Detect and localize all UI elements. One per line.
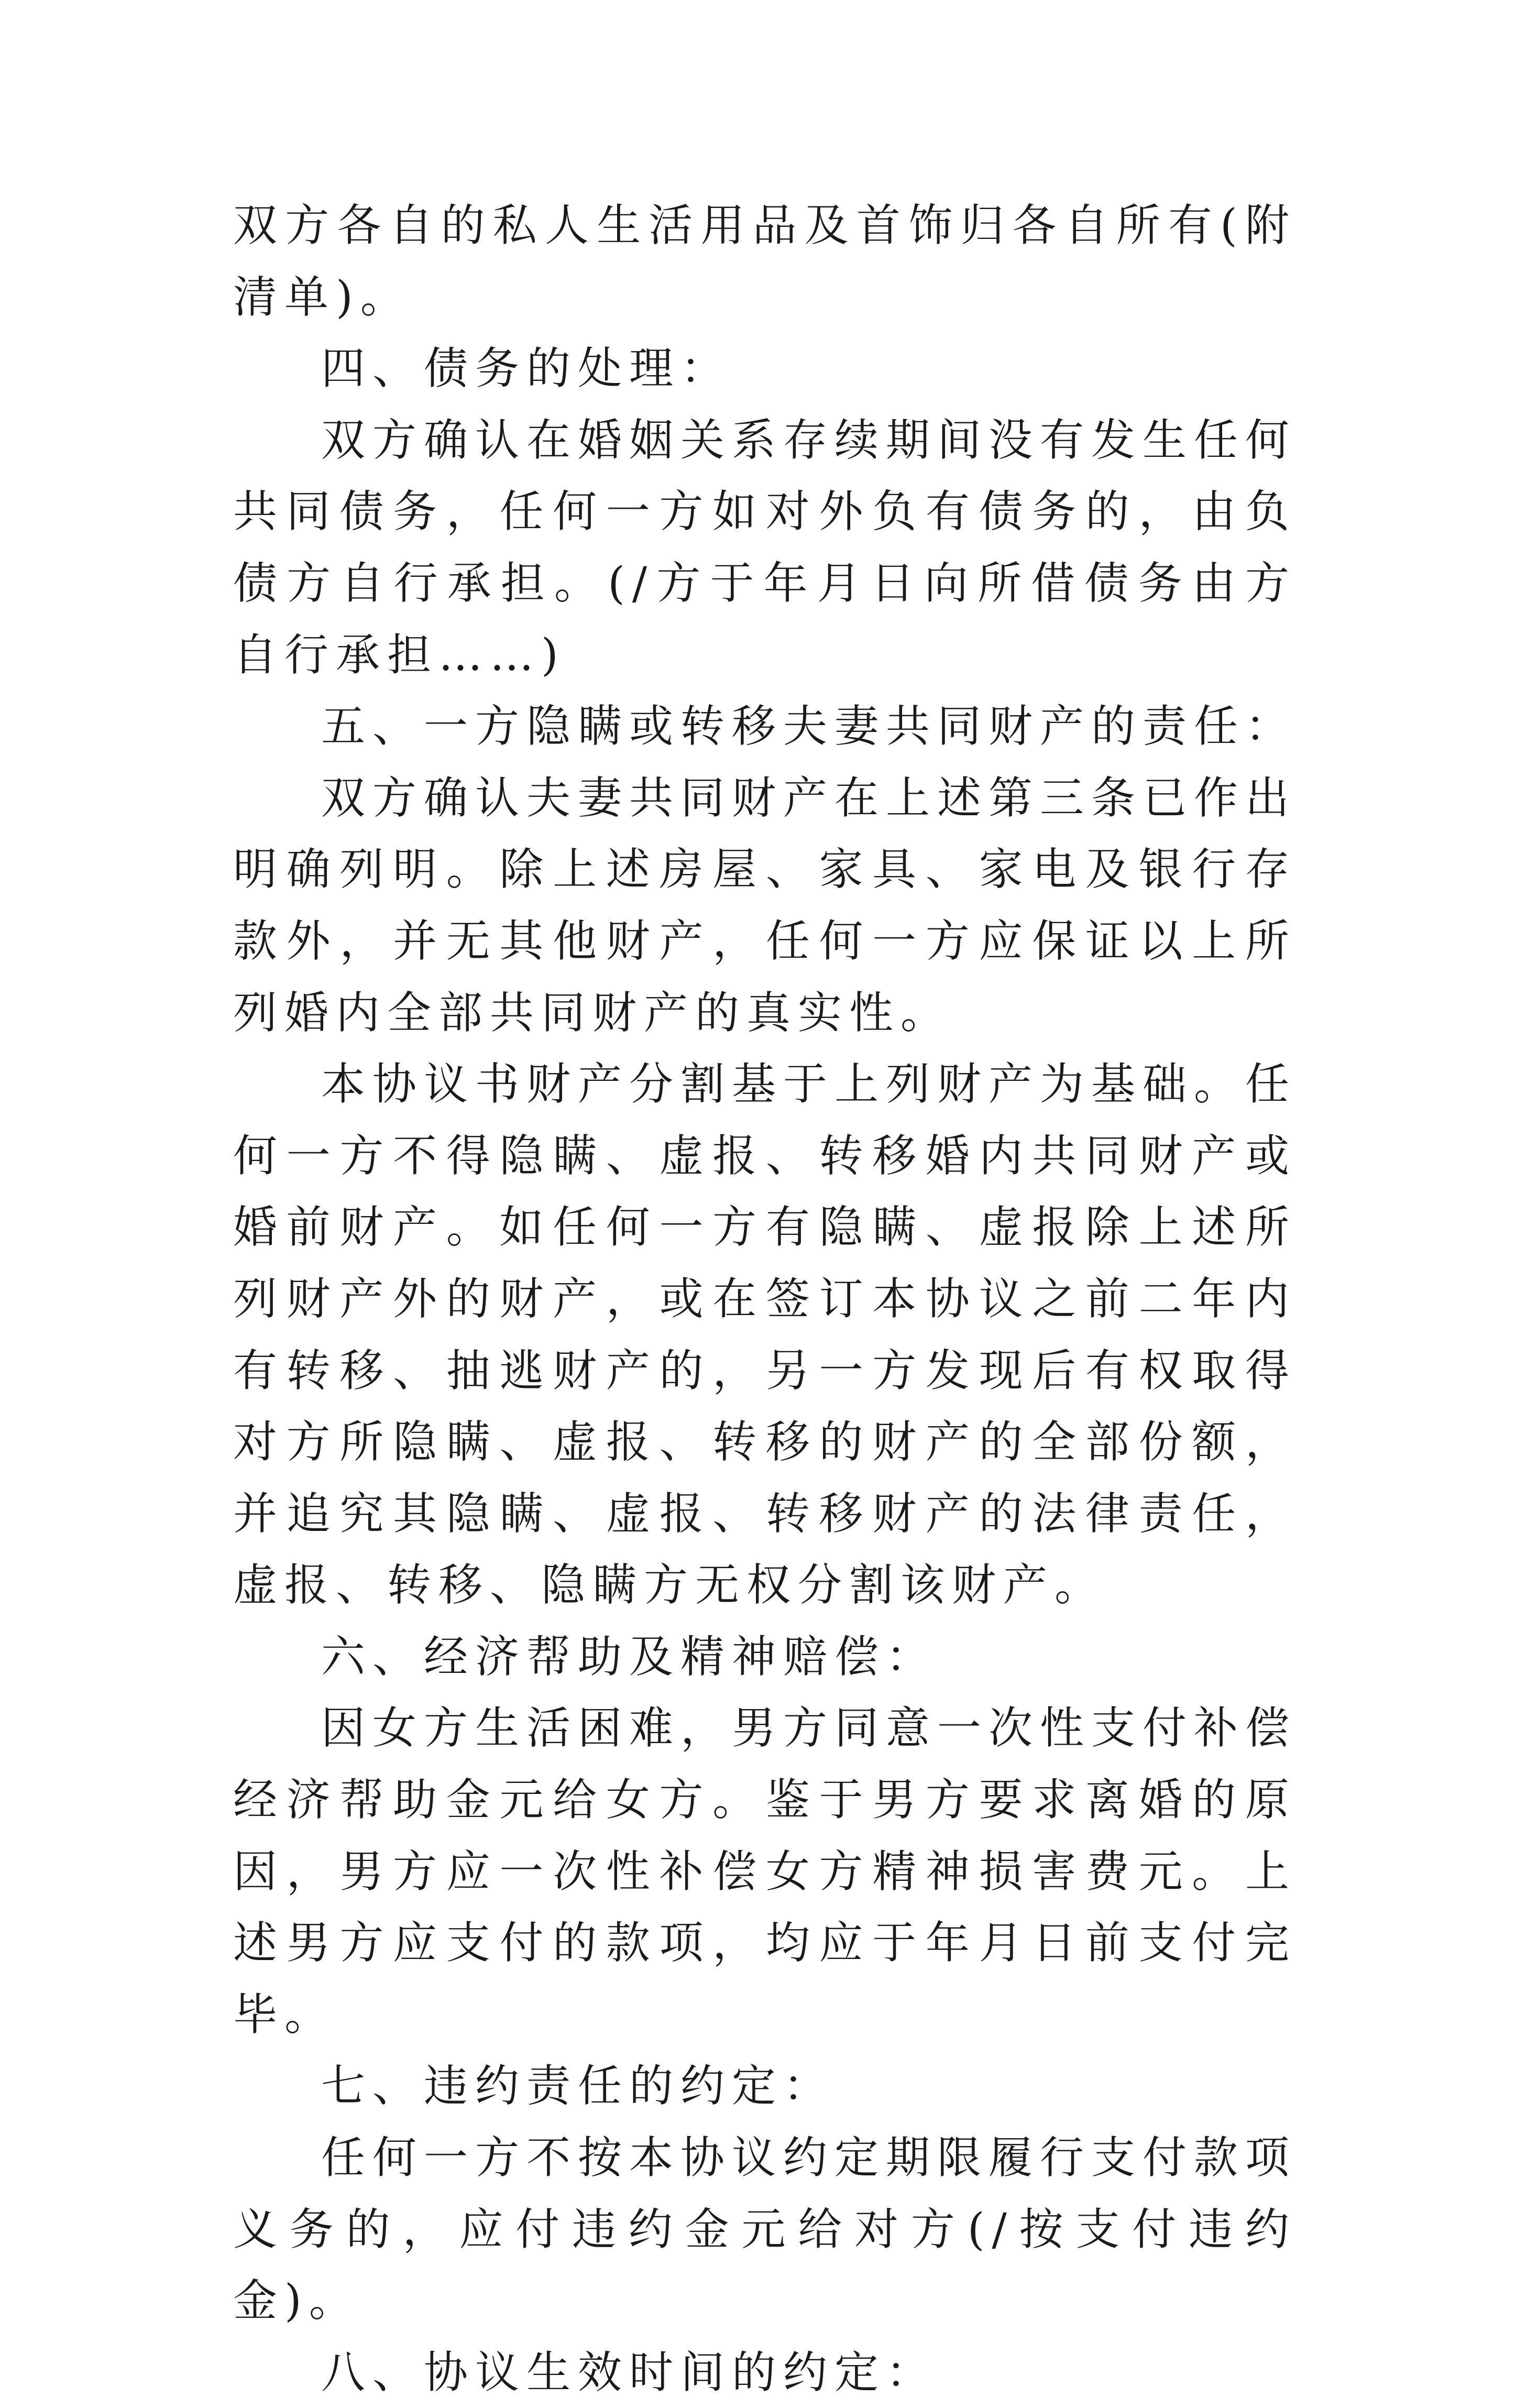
paragraph-property-division: 本协议书财产分割基于上列财产为基础。任何一方不得隐瞒、虚报、转移婚内共同财产或婚前财产。如任何一方有隐瞒、虚报除上述所列财产外的财产，或在签订本协议之前二年内有转移、抽逃财产的，另一方发现后有权取得对方所隐瞒、虚报、转移的财产的全部份额，并追究其隐瞒、虚报、转移财产的法律责任，虚报、转移、隐瞒方无权分割该财产。: [233, 1058, 1297, 1611]
document-body: [233, 190, 1297, 2408]
heading-debt-handling: 四、债务的处理：: [321, 343, 732, 395]
paragraph-debt: 双方确认在婚姻关系存续期间没有发生任何共同债务，任何一方如对外负有债务的，由负债方自行承担。(/方于年月日向所借债务由方自行承担……): [233, 414, 1297, 681]
heading-breach-liability: 七、违约责任的约定：: [321, 2060, 835, 2112]
heading-concealment-liability: 五、一方隐瞒或转移夫妻共同财产的责任：: [321, 700, 1297, 752]
paragraph-personal-items: 双方各自的私人生活用品及首饰归各自所有(附清单)。: [233, 200, 1297, 323]
paragraph-penalty: 任何一方不按本协议约定期限履行支付款项义务的，应付违约金元给对方(/按支付违约金)。: [233, 2132, 1297, 2327]
heading-effective-date: 八、协议生效时间的约定：: [321, 2346, 938, 2398]
heading-financial-assistance: 六、经济帮助及精神赔偿：: [321, 1630, 938, 1682]
paragraph-compensation: 因女方生活困难，男方同意一次性支付补偿经济帮助金元给女方。鉴于男方要求离婚的原因，男方应一次性补偿女方精神损害费元。上述男方应支付的款项，均应于年月日前支付完毕。: [233, 1702, 1297, 2040]
paragraph-property-confirmation: 双方确认夫妻共同财产在上述第三条已作出明确列明。除上述房屋、家具、家电及银行存款外，并无其他财产，任何一方应保证以上所列婚内全部共同财产的真实性。: [233, 772, 1297, 1038]
